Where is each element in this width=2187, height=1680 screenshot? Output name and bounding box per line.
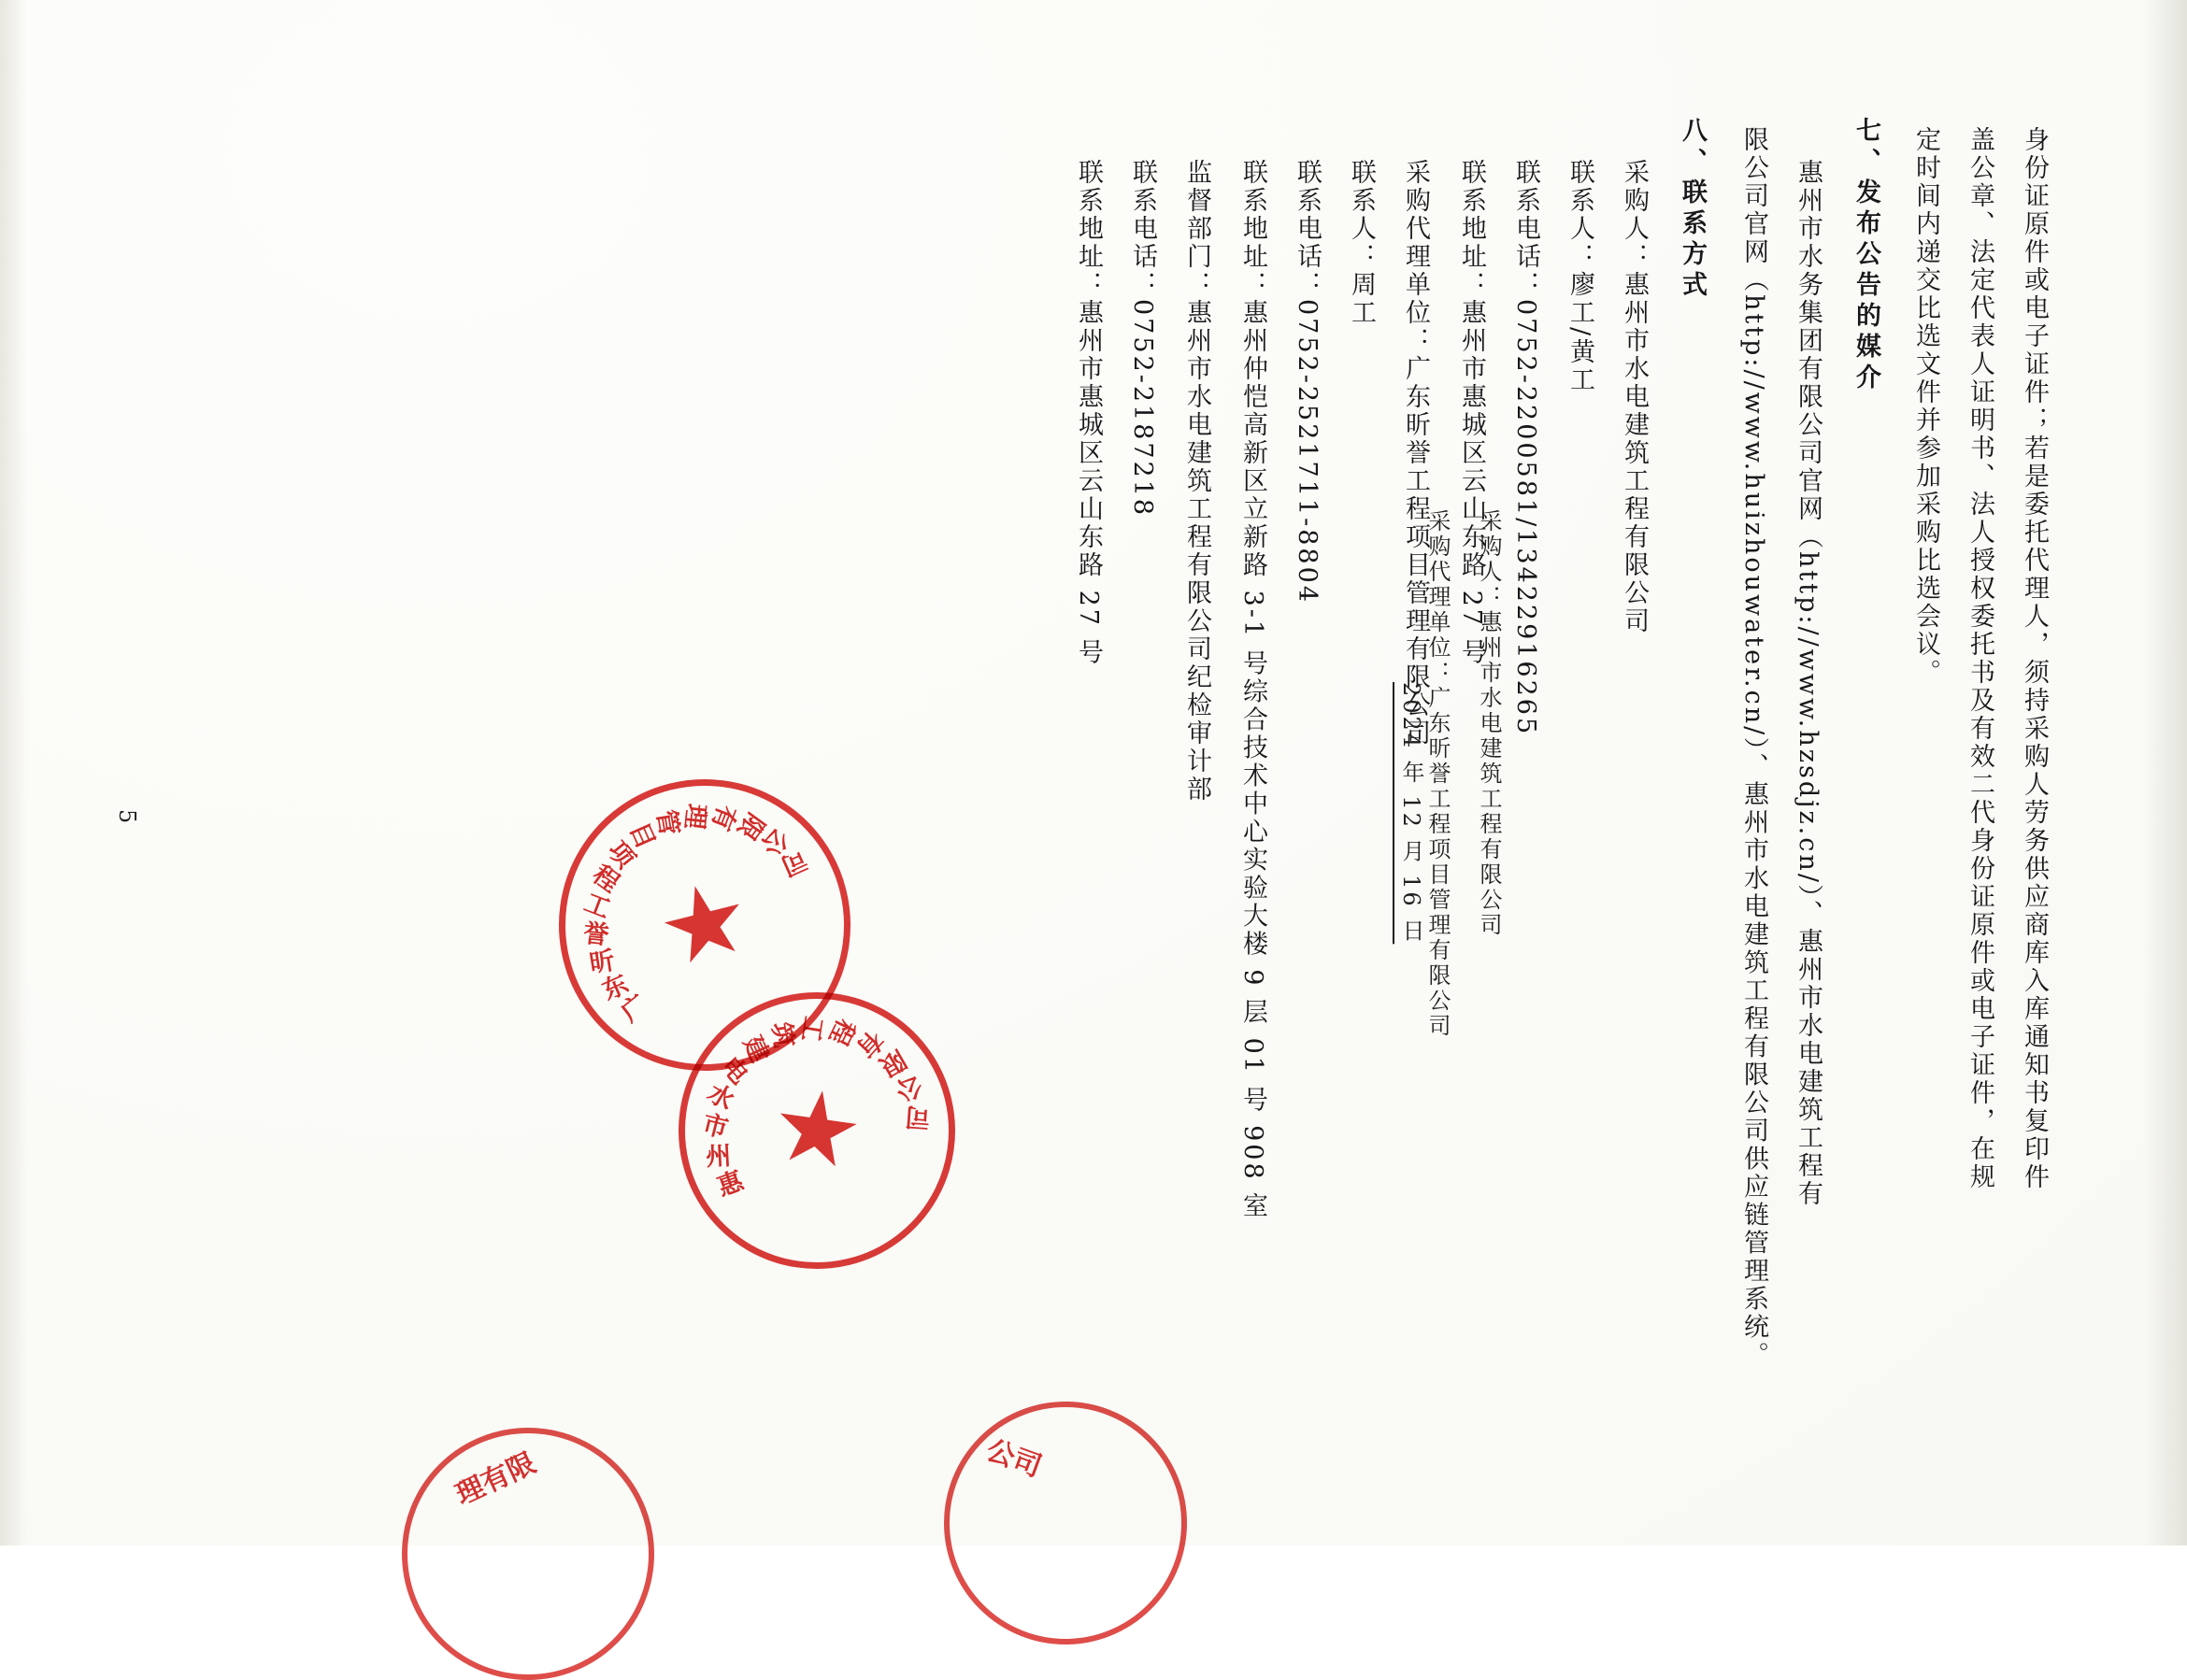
doc-line-agency-address: 联系地址：惠州仲恺高新区立新路 3-1 号综合技术中心实验大楼 9 层 01 号 908 室 bbox=[1238, 159, 1267, 1221]
doc-line-buyer-address: 联系地址：惠州市惠城区云山东路 27 号 bbox=[1457, 159, 1486, 667]
edge-seal-left bbox=[402, 1428, 654, 1680]
edge-seal-left-text: 理有限 bbox=[450, 1446, 541, 1513]
seal-ring-text: 惠 州 市 水 电 建 筑 工 程 有 限 公 司 bbox=[699, 1014, 932, 1203]
doc-line-agency: 采购代理单位：广东昕誉工程项目管理有限公司 bbox=[1401, 159, 1430, 747]
doc-line-buyer-phone: 联系电话：0752-2200581/13422916265 bbox=[1511, 159, 1540, 737]
doc-line-6: 限公司官网（http://www.huizhouwater.cn/）、惠州市水电建筑工程有限公司供应链管理系统。 bbox=[1739, 126, 1768, 1370]
edge-seal-right bbox=[944, 1402, 1187, 1644]
doc-heading-7: 七、发布公告的媒介 bbox=[1851, 117, 1880, 394]
doc-line-2: 盖公章、法定代表人证明书、法人授权委托书及有效二代身份证原件或电子证件，在规 bbox=[1965, 126, 1994, 1191]
page-number: 5 bbox=[114, 809, 140, 824]
doc-heading-8: 八、联系方式 bbox=[1678, 117, 1707, 302]
doc-line-buyer-contact: 联系人：廖工/黄工 bbox=[1565, 159, 1594, 395]
seal-ring-text: 广 东 昕 誉 工 程 项 目 管 理 有 限 公 司 bbox=[579, 800, 812, 1029]
doc-line-5: 惠州市水务集团有限公司官网（http://www.hzsdjz.cn/）、惠州市水电建筑工程有 bbox=[1794, 159, 1822, 1209]
doc-line-1: 身份证原件或电子证件；若是委托代理人，须持采购人劳务供应商库入库通知书复印件 bbox=[2020, 126, 2049, 1191]
signature-agency-label: 采购代理单位：广东昕誉工程项目管理有限公司 bbox=[1424, 509, 1451, 1039]
edge-seal-right-text: 公司 bbox=[981, 1433, 1046, 1484]
doc-line-supervision: 监督部门：惠州市水电建筑工程有限公司纪检审计部 bbox=[1182, 159, 1211, 804]
doc-line-agency-contact: 联系人：周工 bbox=[1347, 159, 1376, 327]
doc-line-supervision-phone: 联系电话：0752-2187218 bbox=[1128, 159, 1157, 519]
seal-star-icon bbox=[771, 1085, 862, 1175]
doc-line-buyer: 采购人：惠州市水电建筑工程有限公司 bbox=[1620, 159, 1649, 635]
seal-star-icon bbox=[656, 876, 753, 974]
agency-seal-stamp bbox=[528, 748, 881, 1102]
buyer-seal-stamp bbox=[661, 975, 973, 1287]
signature-buyer-label: 采购人：惠州市水电建筑工程有限公司 bbox=[1476, 509, 1502, 938]
doc-line-supervision-address: 联系地址：惠州市惠城区云山东路 27 号 bbox=[1074, 159, 1103, 667]
doc-line-3: 定时间内递交比选文件并参加采购比选会议。 bbox=[1911, 126, 1940, 687]
doc-line-agency-phone: 联系电话：0752-2521711-8804 bbox=[1293, 159, 1322, 605]
signature-date: 2024 年 12 月 16 日 bbox=[1398, 682, 1424, 945]
